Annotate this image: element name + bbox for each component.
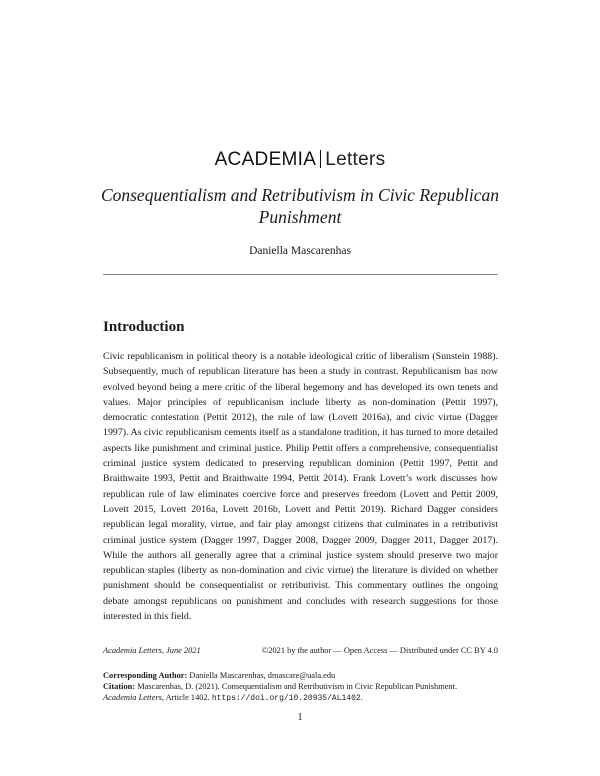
- article-meta: [103, 670, 498, 704]
- paper-title: Consequentialism and Retributivism in Civic Republican Punishment: [100, 185, 500, 227]
- brand-letters: Letters: [325, 149, 386, 170]
- brand-academia: ACADEMIA: [214, 149, 317, 170]
- header-rule: [103, 274, 498, 275]
- page-number: 1: [297, 712, 303, 723]
- citation-end: .: [360, 693, 363, 702]
- citation-value: Mascarenhas, D. (2021). Consequentialism and Retributivism in Civic Republican Punishment.: [137, 682, 458, 691]
- corresponding-label: Corresponding Author:: [103, 671, 188, 680]
- academia-letters-logo: [0, 148, 600, 172]
- section-heading: Introduction: [103, 319, 185, 335]
- citation-line-2: [103, 692, 498, 704]
- section-body: Civic republicanism in political theory is a notable ideological critic of liberalism (Sunstein 1988). Subsequently, much of republican literature has been a study in contrast. Republicanism has now evolved beyond being a mere critic of the liberal hegemony and has developed its own tenets and values. Major principles of republicanism include liberty as non-domination (Pettit 1997), democratic contestation (Pettit 2012), the rule of law (Lovett 2016a), and civic virtue (Dagger 1997). As civic republicanism cements itself as a standalone tradition, it has turned to more detailed aspects like punishment and criminal justice. Philip Pettit offers a comprehensive, consequentialist criminal justice system dedicated to preserving republican dominion (Pettit 1997, Pettit and Braithwaite 1993, Pettit and Braithwaite 1994, Pettit 2014). Frank Lovett’s work discusses how republican rule of law eliminates coercive force and preserves freedom (Lovett and Pettit 2009, Lovett 2015, Lovett 2016a, Lovett 2016b, Lovett and Pettit 2019). Richard Dagger considers republican legal morality, virtue, and fair play amongst citizens that culminates in a retributivist criminal justice system (Dagger 1997, Dagger 2008, Dagger 2009, Dagger 2011, Dagger 2017). While the authors all generally agree that a criminal justice system should preserve two major republican staples (liberty as non-domination and civic virtue) the literature is divided on whether punishment should be consequentialist or retributivist. This commentary outlines the ongoing debate amongst republicans on punishment and concludes with research suggestions for those interested in this field.: [103, 351, 498, 623]
- citation: [103, 681, 498, 692]
- citation-doi-link[interactable]: https://doi.org/10.20935/AL1402: [211, 694, 361, 703]
- paper-author: Daniella Mascarenhas: [249, 245, 351, 257]
- journal-date: Academia Letters, June 2021: [103, 646, 201, 655]
- corresponding-value: Daniella Mascarenhas, dmascare@uala.edu: [189, 671, 336, 680]
- citation-label: Citation:: [103, 682, 136, 691]
- license-statement: ©2021 by the author — Open Access — Distributed under CC BY 4.0: [261, 646, 498, 655]
- corresponding-author: [103, 670, 498, 681]
- citation-article: , Article 1402.: [161, 693, 212, 702]
- citation-journal: Academia Letters: [103, 693, 162, 702]
- brand-divider: [320, 150, 321, 168]
